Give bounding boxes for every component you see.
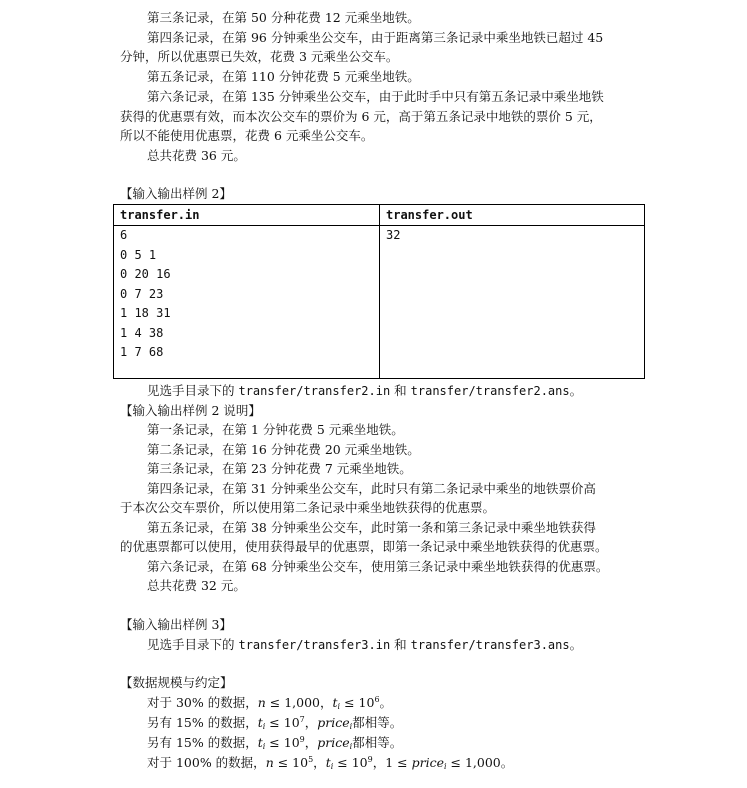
text-line: 第六条记录，在第 135 分钟乘坐公交车，由于此时手中只有第五条记录中乘坐地铁	[147, 89, 604, 104]
math-var: price	[317, 715, 350, 730]
text-line: 第二条记录，在第 16 分钟花费 20 元乘坐地铁。	[147, 442, 420, 457]
text-line: 的优惠票都可以使用，使用获得最早的优惠票，即第一条记录中乘坐地铁获得的优惠票。	[120, 539, 608, 554]
math-var: t	[325, 755, 331, 770]
table-cell-output	[386, 226, 400, 246]
math-sup: 9	[367, 755, 373, 764]
c-text: ≤ 10	[333, 755, 368, 770]
see-mid: 和	[390, 383, 411, 398]
section-heading: 【输入输出样例 2】	[120, 186, 232, 201]
math-sup: 9	[299, 735, 305, 744]
constraint-line	[147, 715, 402, 731]
math-sub: i	[349, 722, 353, 731]
math-var: price	[317, 735, 350, 750]
text-line: 第一条记录，在第 1 分钟花费 5 元乘坐地铁。	[147, 422, 404, 437]
math-sub: i	[337, 702, 341, 711]
math-sub: i	[330, 762, 334, 771]
c-text: ≤ 1,000，	[265, 695, 333, 710]
constraint-line	[147, 735, 402, 751]
see-files-line-2	[147, 383, 582, 399]
c-text: ≤ 10	[265, 715, 300, 730]
c-text: ≤ 10	[340, 695, 375, 710]
c-text: ，	[304, 715, 318, 730]
table-cell-input	[120, 226, 171, 363]
section-heading: 【输入输出样例 3】	[120, 617, 232, 632]
math-var: t	[332, 695, 338, 710]
output-row: 32	[386, 228, 401, 242]
text-line: 总共花费 32 元。	[147, 578, 246, 593]
c-text: 都相等。	[352, 715, 403, 730]
c-text: 1 ≤	[385, 755, 412, 770]
section-heading: 【输入输出样例 2 说明】	[120, 403, 261, 418]
math-sup: 6	[374, 695, 380, 704]
section-heading: 【数据规模与约定】	[120, 675, 233, 690]
file-name: transfer/transfer2.in	[238, 384, 391, 398]
input-row: 0 7 23	[120, 286, 164, 301]
text-line: 所以不能使用优惠票，花费 6 元乘坐公交车。	[120, 128, 374, 143]
c-text: 对于 100% 的数据，	[147, 755, 266, 770]
text-line: 第四条记录，在第 96 分钟乘坐公交车，由于距离第三条记录中乘坐地铁已超过 45	[147, 30, 604, 45]
math-var: t	[257, 715, 263, 730]
text-line: 第四条记录，在第 31 分钟乘坐公交车，此时只有第二条记录中乘坐的地铁票价高	[147, 481, 596, 496]
text-line: 第五条记录，在第 110 分钟花费 5 元乘坐地铁。	[147, 69, 420, 84]
math-var: n	[257, 695, 266, 710]
text-line: 第三条记录，在第 23 分钟花费 7 元乘坐地铁。	[147, 461, 412, 476]
c-text: ≤ 10	[273, 755, 309, 770]
table-header-in: transfer.in	[120, 208, 200, 222]
text-line: 总共花费 36 元。	[147, 148, 246, 163]
math-sup: 5	[308, 755, 314, 764]
text-line: 分钟，所以优惠票已失效，花费 3 元乘坐公交车。	[120, 49, 399, 64]
math-sub: i	[349, 742, 353, 751]
c-text: 都相等。	[352, 735, 403, 750]
math-sub: i	[262, 742, 266, 751]
file-name: transfer/transfer3.in	[238, 638, 391, 652]
c-text: ，	[313, 755, 326, 770]
c-text: ≤ 1,000	[446, 755, 501, 770]
table-header-out: transfer.out	[386, 208, 473, 222]
see-prefix: 见选手目录下的	[147, 637, 239, 652]
math-var: price	[411, 755, 444, 770]
c-text: 。	[500, 755, 514, 770]
see-prefix: 见选手目录下的	[147, 383, 239, 398]
sample-io-table	[113, 204, 645, 379]
text-line: 第三条记录，在第 50 分种花费 12 元乘坐地铁。	[147, 10, 420, 25]
input-row: 1 18 31	[120, 306, 171, 320]
constraint-line	[147, 695, 392, 711]
c-text: ，	[372, 755, 386, 770]
input-row: 0 20 16	[120, 267, 171, 281]
c-text: 。	[379, 695, 393, 710]
table-column-divider	[379, 205, 380, 378]
input-row: 0 5 1	[120, 247, 157, 262]
c-text: ，	[304, 735, 318, 750]
c-text: 另有 15% 的数据，	[147, 715, 258, 730]
math-sub: i	[443, 762, 447, 771]
table-header-divider	[114, 225, 644, 226]
file-name: transfer/transfer3.ans	[410, 638, 570, 652]
constraint-line	[147, 755, 513, 771]
text-line: 第五条记录，在第 38 分钟乘坐公交车，此时第一条和第三条记录中乘坐地铁获得	[147, 520, 596, 535]
text-line: 第六条记录，在第 68 分钟乘坐公交车，使用第三条记录中乘坐地铁获得的优惠票。	[147, 559, 609, 574]
text-line: 获得的优惠票有效，而本次公交车的票价为 6 元，高于第五条记录中地铁的票价 5 元，	[120, 109, 602, 124]
input-row: 1 4 38	[120, 325, 164, 340]
see-suffix: 。	[569, 383, 583, 398]
see-files-line-3	[147, 637, 582, 653]
file-name: transfer/transfer2.ans	[410, 384, 570, 398]
c-text: 对于 30% 的数据，	[147, 695, 258, 710]
math-sup: 7	[299, 715, 305, 724]
math-sub: i	[262, 722, 266, 731]
math-var: n	[265, 755, 274, 770]
see-mid: 和	[390, 637, 411, 652]
see-suffix: 。	[569, 637, 583, 652]
math-var: t	[257, 735, 263, 750]
c-text: ≤ 10	[265, 735, 300, 750]
text-line: 于本次公交车票价，所以使用第二条记录中乘坐地铁获得的优惠票。	[120, 500, 496, 515]
input-row: 1 7 68	[120, 345, 164, 359]
c-text: 另有 15% 的数据，	[147, 735, 258, 750]
input-row: 6	[120, 228, 128, 242]
